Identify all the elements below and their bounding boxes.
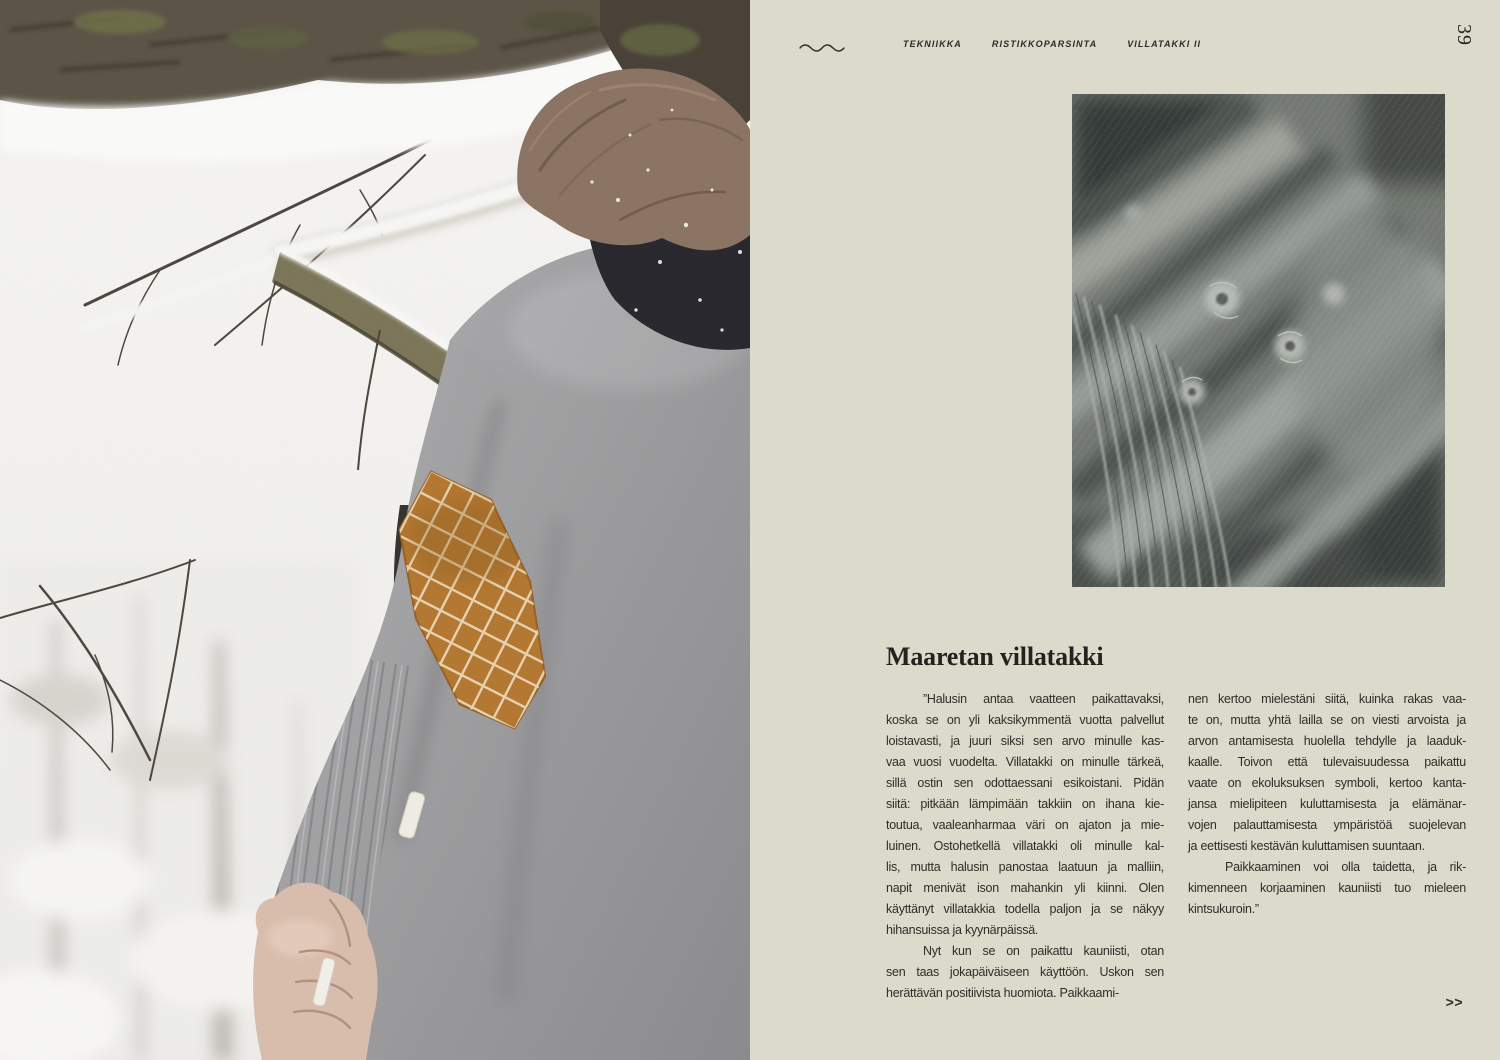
text-line: kintsukuroin.”: [1188, 902, 1259, 916]
page-number: 39: [1453, 24, 1475, 46]
text-line: hihansuissa ja kyynärpäissä.: [886, 923, 1039, 937]
wave-squiggle-icon: [798, 41, 852, 53]
text-line: Nyt kun se on paikattu kauniisti, otan: [923, 944, 1164, 958]
text-line: nen kertoo mielestäni siitä, kuinka rakas vaa-: [1188, 692, 1466, 706]
text-line: ja eettisesti kestävän kuluttamisen suuntaan.: [1188, 839, 1425, 853]
text-line: ”Halusin antaa vaatteen paikattavaksi,: [923, 692, 1164, 706]
next-page-marker: >>: [1445, 994, 1463, 1010]
worn-knit-photo: [1072, 94, 1445, 587]
text-column: [886, 689, 1164, 1004]
text-line: kaalle. Toivon että tulevaisuudessa paikattu: [1188, 755, 1466, 769]
header-kickers: [903, 39, 1201, 49]
text-line: napit menivät ison mahankin yli kiinni. Olen: [886, 881, 1164, 895]
text-line: vaa vuosi vuodelta. Villatakki on minulle tärkeä,: [886, 755, 1164, 769]
text-line: vojen palauttamisesta ympäristöä suojelevan: [1188, 818, 1466, 832]
article-title: Maaretan villatakki: [886, 642, 1104, 671]
kicker-ristikkoparsinta: RISTIKKOPARSINTA: [991, 39, 1098, 49]
text-line: käyttänyt villatakkia todella paljon ja se näkyy: [886, 902, 1164, 916]
text-line: jansa mielipiteen kuluttamisesta ja elämänar-: [1188, 797, 1466, 811]
article-columns: [886, 689, 1466, 1004]
text-line: kimenneen korjaaminen kauniisti tuo mieleen: [1188, 881, 1466, 895]
right-text-page: [750, 0, 1500, 1060]
kicker-tekniikka: TEKNIIKKA: [903, 39, 962, 49]
text-line: siitä: pitkään lämpimään takkiin on ihana kie-: [886, 797, 1164, 811]
text-line: vaate on ekoluksuksen symboli, kertoo kanta-: [1188, 776, 1466, 790]
text-line: luinen. Ostohetkellä villatakki oli minulle kal-: [886, 839, 1164, 853]
text-line: koska se on yli kaksikymmentä vuotta palvellut: [886, 713, 1164, 727]
text-line: sillä ostin sen odottaessani esikoistani. Pidän: [886, 776, 1164, 790]
text-line: sen taas jokapäiväiseen käyttöön. Uskon sen: [886, 965, 1164, 979]
text-column: [1188, 689, 1466, 1004]
text-line: toutua, vaaleanharmaa väri on ajaton ja mie-: [886, 818, 1164, 832]
text-line: loistavasti, ja juuri siksi sen arvo minulle kas-: [886, 734, 1164, 748]
text-line: Paikkaaminen voi olla taidetta, ja rik-: [1225, 860, 1466, 874]
text-line: herättävän positiivista huomiota. Paikkaami-: [886, 986, 1119, 1000]
right-page-photo: [1072, 94, 1445, 587]
kicker-villatakki: VILLATAKKI II: [1127, 39, 1202, 49]
text-line: arvon antamisesta huolella tehdylle ja laaduk-: [1188, 734, 1466, 748]
text-line: lis, mutta halusin panostaa laatuun ja malliin,: [886, 860, 1164, 874]
text-line: te on, mutta yhtä lailla se on viesti arvoista ja: [1188, 713, 1466, 727]
